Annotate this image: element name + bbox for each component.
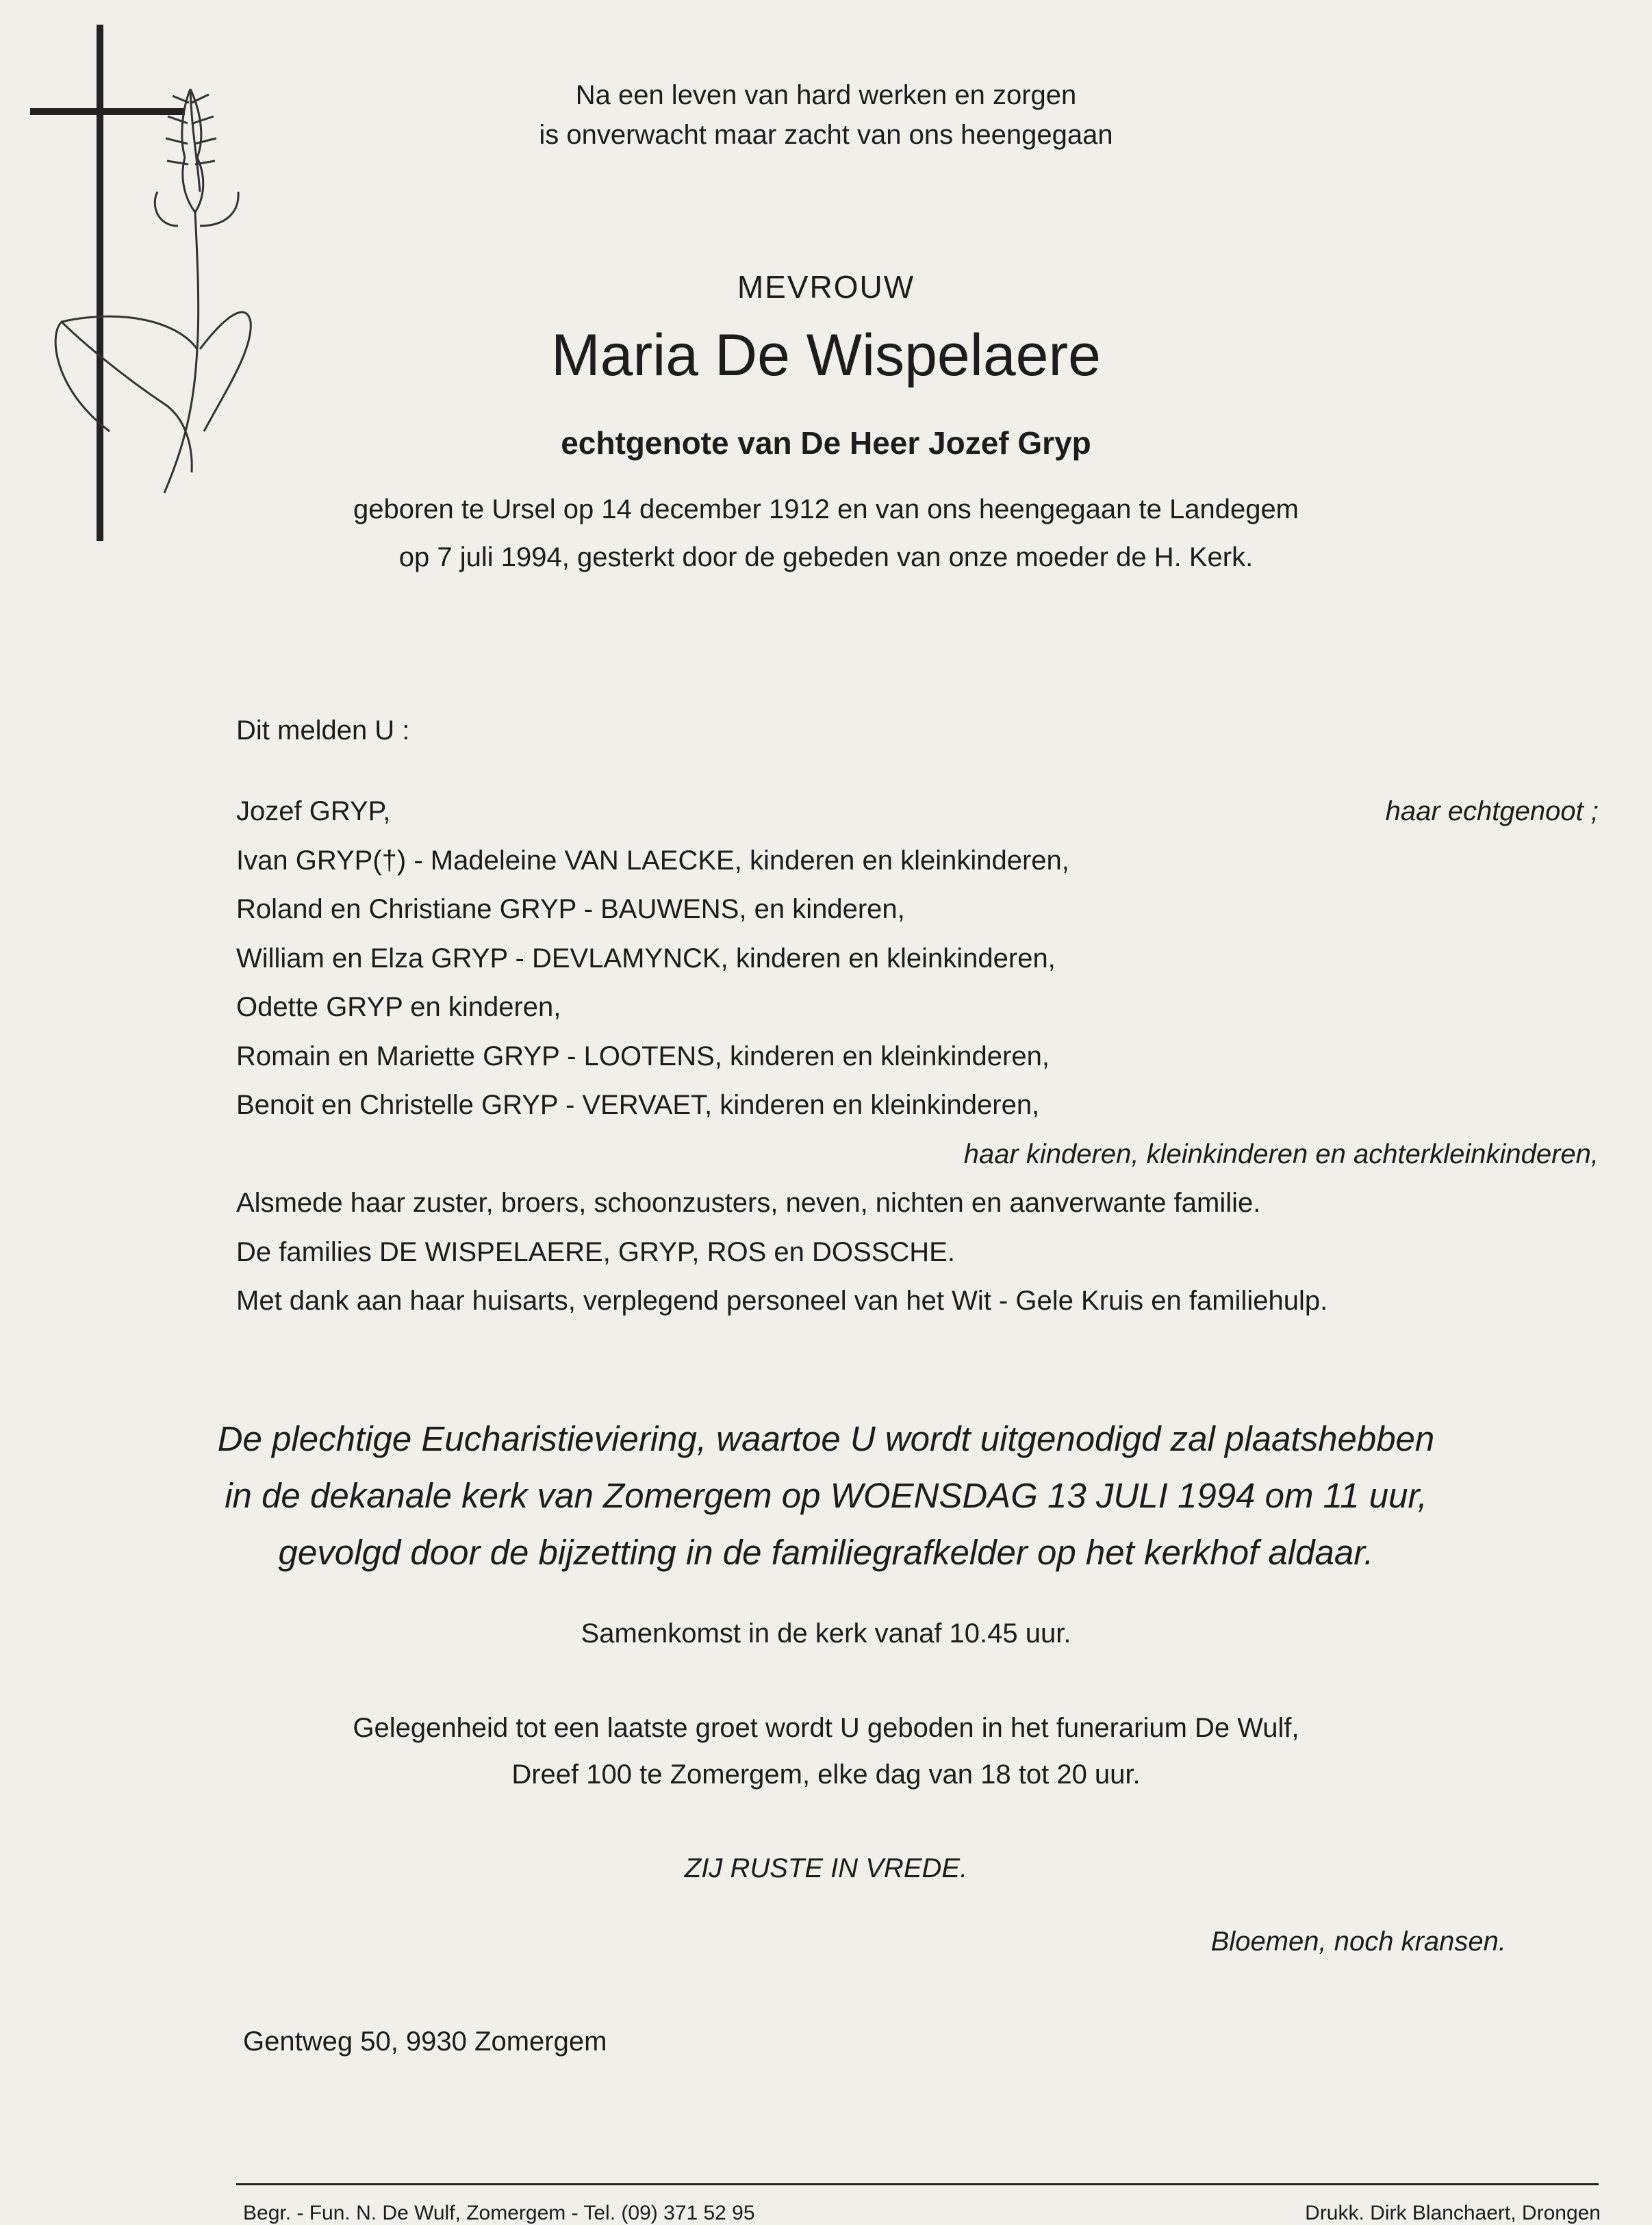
family-list bbox=[236, 787, 1599, 1326]
family-row bbox=[236, 1228, 1599, 1277]
family-text: Met dank aan haar huisarts, verplegend personeel van het Wit - Gele Kruis en familiehulp. bbox=[236, 1286, 1328, 1316]
family-row bbox=[236, 1277, 1599, 1326]
family-text: De families DE WISPELAERE, GRYP, ROS en DOSSCHE. bbox=[236, 1236, 955, 1267]
family-row bbox=[236, 1081, 1599, 1130]
intro-line-2: is onverwacht maar zacht van ons heengegaan bbox=[539, 120, 1113, 150]
family-text: Benoit en Christelle GRYP - VERVAET, kinderen en kleinkinderen, bbox=[236, 1090, 1040, 1120]
footer-printer: Drukk. Dirk Blanchaert, Drongen bbox=[1305, 2202, 1601, 2224]
family-role: haar echtgenoot ; bbox=[1385, 796, 1599, 826]
mass-line-3: gevolgd door de bijzetting in de familiegrafkelder op het kerkhof aldaar. bbox=[278, 1533, 1374, 1572]
visit-line-2: Dreef 100 te Zomergem, elke dag van 18 tot 20 uur. bbox=[511, 1759, 1141, 1790]
family-row bbox=[236, 1032, 1599, 1082]
family-row bbox=[236, 934, 1599, 984]
born-line-2: op 7 juli 1994, gesterkt door de gebeden van onze moeder de H. Kerk. bbox=[398, 542, 1254, 572]
mass-line-2: in de dekanale kerk van Zomergem op WOENSDAG 13 JULI 1994 om 11 uur, bbox=[225, 1476, 1427, 1515]
visit-line-1: Gelegenheid tot een laatste groet wordt U geboden in het funerarium De Wulf, bbox=[353, 1713, 1299, 1743]
family-row bbox=[236, 787, 1599, 837]
family-text: Roland en Christiane GRYP - BAUWENS, en kinderen, bbox=[236, 894, 905, 924]
deceased-name: Maria De Wispelaere bbox=[551, 322, 1101, 388]
gathering-time: Samenkomst in de kerk vanaf 10.45 uur. bbox=[581, 1618, 1071, 1649]
family-row bbox=[236, 1130, 1599, 1180]
spouse-line: echtgenote van De Heer Jozef Gryp bbox=[561, 425, 1091, 461]
footer-divider bbox=[236, 2183, 1599, 2185]
family-text: Alsmede haar zuster, broers, schoonzusters, neven, nichten en aanverwante familie. bbox=[236, 1188, 1261, 1218]
family-row bbox=[236, 885, 1599, 934]
family-text: William en Elza GRYP - DEVLAMYNCK, kinderen en kleinkinderen, bbox=[236, 943, 1056, 974]
home-address: Gentweg 50, 9930 Zomergem bbox=[243, 2026, 607, 2057]
mass-line-1: De plechtige Eucharistieviering, waartoe U wordt uitgenodigd zal plaatshebben bbox=[217, 1419, 1435, 1458]
intro-line-1: Na een leven van hard werken en zorgen bbox=[575, 80, 1077, 110]
family-row bbox=[236, 983, 1599, 1032]
family-text: Odette GRYP en kinderen, bbox=[236, 992, 561, 1022]
announcers-intro: Dit melden U : bbox=[236, 715, 410, 746]
footer-funeral-home: Begr. - Fun. N. De Wulf, Zomergem - Tel. (09) 371 52 95 bbox=[243, 2202, 755, 2224]
family-role: haar kinderen, kleinkinderen en achterkleinkinderen, bbox=[963, 1139, 1599, 1169]
family-text: Ivan GRYP(†) - Madeleine VAN LAECKE, kinderen en kleinkinderen, bbox=[236, 845, 1069, 876]
family-row bbox=[236, 837, 1599, 886]
born-line-1: geboren te Ursel op 14 december 1912 en van ons heengegaan te Landegem bbox=[353, 494, 1299, 524]
flowers-note: Bloemen, noch kransen. bbox=[1210, 1927, 1506, 1957]
family-row bbox=[236, 1179, 1599, 1228]
rest-in-peace: ZIJ RUSTE IN VREDE. bbox=[684, 1853, 968, 1883]
honorific: MEVROUW bbox=[737, 269, 915, 305]
family-text: Jozef GRYP, bbox=[236, 796, 391, 826]
family-text: Romain en Mariette GRYP - LOOTENS, kinderen en kleinkinderen, bbox=[236, 1041, 1050, 1071]
